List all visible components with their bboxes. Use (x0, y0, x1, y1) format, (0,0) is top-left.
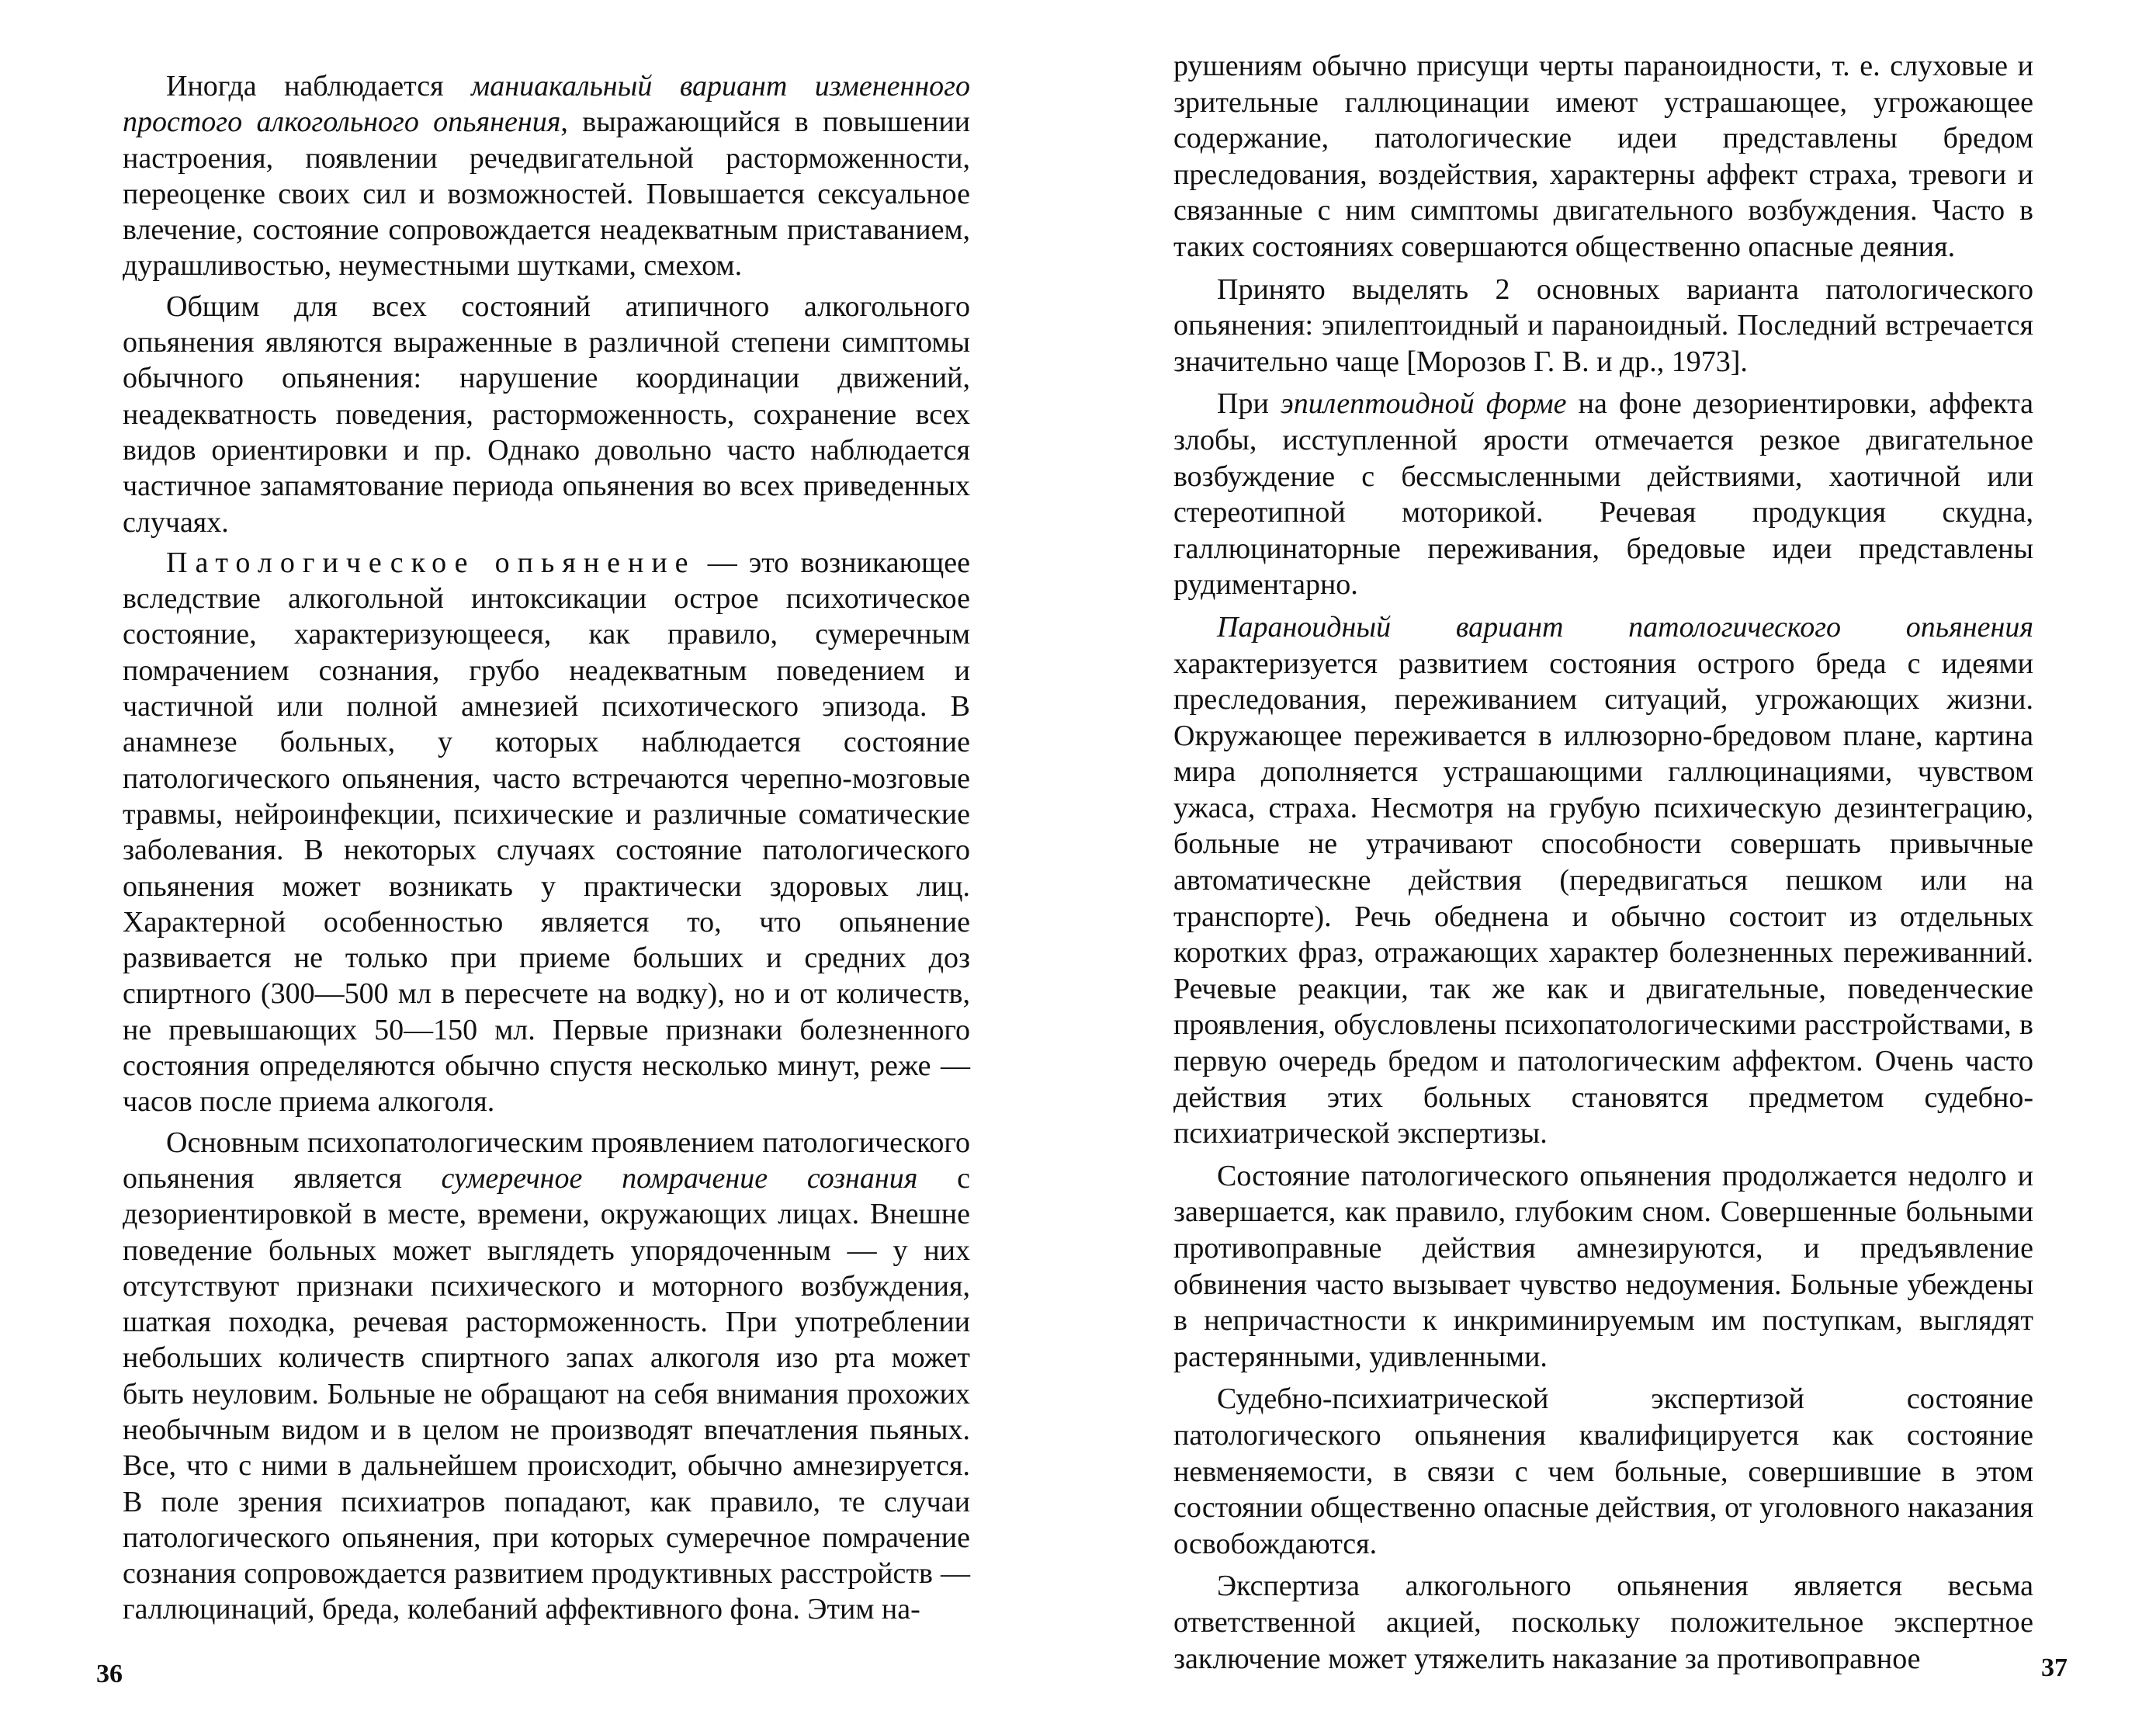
text-run: Общим для всех состояний атипичного алкогольного опьянения являются выраженные в различной степени симптомы обычного опьянения: нарушение координации движений, неадекватность поведения, расторможенность, сохранение всех видов ориентировки и пр. Однако довольно часто наблюдается частичное запамятование периода опьянения во всех приведенных случаях. (123, 290, 970, 539)
text-run: Экспертиза алкогольного опьянения является весьма ответственной акцией, поскольку положительное экспертное заключение может утяжелить наказание за противоправное (1173, 1570, 2033, 1675)
text-run: — это возникающее вследствие алкогольной интоксикации острое психотическое состояние, характеризующееся, как правило, сумеречным помрачением сознания, грубо неадекватным поведением и частичной или полной амнезией психотического эпизода. В анамнезе больных, у которых наблюдается состояние патологического опьянения, часто встречаются черепно-мозговые травмы, нейроинфекции, психические и различные соматические заболевания. В некоторых случаях состояние патологического опьянения может возникать у практически здоровых лиц. Характерной особенностью является то, что опьянение развивается не только при приеме больших и средних доз спиртного (300—500 мл в пересчете на водку), но и от количеств, не превышающих 50—150 мл. Первые признаки болезненного состояния определяются обычно спустя несколько минут, реже — часов после приема алкоголя. (123, 546, 970, 1119)
paragraph (123, 68, 970, 284)
spaced-term: Патологическое опьянение (166, 546, 696, 579)
paragraph (1173, 609, 2033, 1152)
paragraph (1173, 48, 2033, 265)
paragraph (123, 289, 970, 540)
text-run: , выражающийся в повышении настроения, появлении речедвигательной расторможенности, переоценке своих сил и возможностей. Повышается сексуальное влечение, состояние сопровождается неадекватным приставанием, дурашливостью, неуместными шутками, смехом. (123, 106, 971, 283)
text-run: Принято выделять 2 основных варианта патологического опьянения: эпилептоидный и параноидный. Последний встречается значительно чаще [Морозов Г. В. и др., 1973]. (1173, 272, 2033, 378)
italic-term: Параноидный вариант патологического опьянения (1217, 610, 2033, 644)
text-run: рушениям обычно присущи черты параноидности, т. е. слуховые и зрительные галлюцинации имеют устрашающее, угрожающее содержание, патологические идеи представлены бредом преследования, воздействия, характерны аффект страха, тревоги и связанные с ним симптомы двигательного возбуждения. Часто в таких состояниях совершаются общественно опасные деяния. (1173, 50, 2033, 263)
paragraph (123, 1125, 970, 1628)
text-run: Иногда наблюдается (166, 70, 472, 102)
paragraph (1173, 1381, 2033, 1562)
paragraph (1173, 272, 2033, 380)
page-number-left: 36 (96, 1660, 123, 1688)
italic-term: эпилептоидной форме (1280, 387, 1567, 421)
left-page (123, 68, 970, 1667)
paragraph (1173, 386, 2033, 603)
italic-term: маниакальный вариант измененного простого алкогольного опьянения (123, 70, 971, 139)
text-run: с дезориентировкой в месте, времени, окружающих лицах. Внешне поведение больных может выглядеть упорядоченным — у них отсутствуют признаки психического и моторного возбуждения, шаткая походка, речевая расторможенность. При употреблении небольших количеств спиртного запах алкоголя изо рта может быть неуловим. Больные не обращают на себя внимания прохожих необычным видом и в целом не производят впечатления пьяных. Все, что с ними в дальнейшем происходит, обычно амнезируется. В поле зрения психиатров попадают, как правило, те случаи патологического опьянения, при которых сумеречное помрачение сознания сопровождается развитием продуктивных расстройств — галлюцинаций, бреда, колебаний аффективного фона. Этим на- (123, 1161, 971, 1626)
text-run: Основным психопатологическим проявлением патологического опьянения является (123, 1126, 970, 1195)
paragraph (1173, 1568, 2033, 1677)
text-run: При (1217, 387, 1281, 421)
page-number-right: 37 (2041, 1653, 2068, 1682)
text-run: характеризуется развитием состояния острого бреда с идеями преследования, переживанием ситуаций, угрожающих жизни. Окружающее переживается в иллюзорно-бредовом плане, картина мира дополняется устрашающими галлюцинациями, чувством ужаса, страха. Несмотря на грубую психическую дезинтеграцию, больные не утрачивают способности совершать привычные автоматическне действия (передвигаться пешком или на транспорте). Речь обеднена и обычно состоит из отдельных коротких фраз, отражающих характер болезненных переживанний. Речевые реакции, так же как и двигательные, поведенческие проявления, обусловлены психопатологическими расстройствами, в первую очередь бредом и патологическим аффектом. Очень часто действия этих больных становятся предметом судебно-психиатрической экспертизы. (1173, 647, 2033, 1150)
text-run: на фоне дезориентировки, аффекта злобы, исступленной ярости отмечается резкое двигательное возбуждение с бессмысленными действиями, хаотичной или стереотипной моторикой. Речевая продукция скудна, галлюцинаторные переживания, бредовые идеи представлены рудиментарно. (1173, 387, 2034, 602)
italic-term: сумеречное помрачение сознания (441, 1161, 918, 1195)
text-run: Состояние патологического опьянения продолжается недолго и завершается, как правило, глубоким сном. Совершенные больными противоправные действия амнезируются, и предъявление обвинения часто вызывает чувство недоумения. Больные убеждены в непричастности к инкриминируемым им поступкам, выглядят растерянными, удивленными. (1173, 1159, 2033, 1373)
right-page (1173, 48, 2034, 1675)
text-run: Судебно-психиатрической экспертизой состояние патологического опьянения квалифицируется как состояние невменяемости, в связи с чем больные, совершившие в этом состоянии общественно опасные действия, от уголовного наказания освобождаются. (1173, 1383, 2033, 1560)
paragraph (123, 545, 970, 1120)
paragraph (1173, 1158, 2033, 1376)
